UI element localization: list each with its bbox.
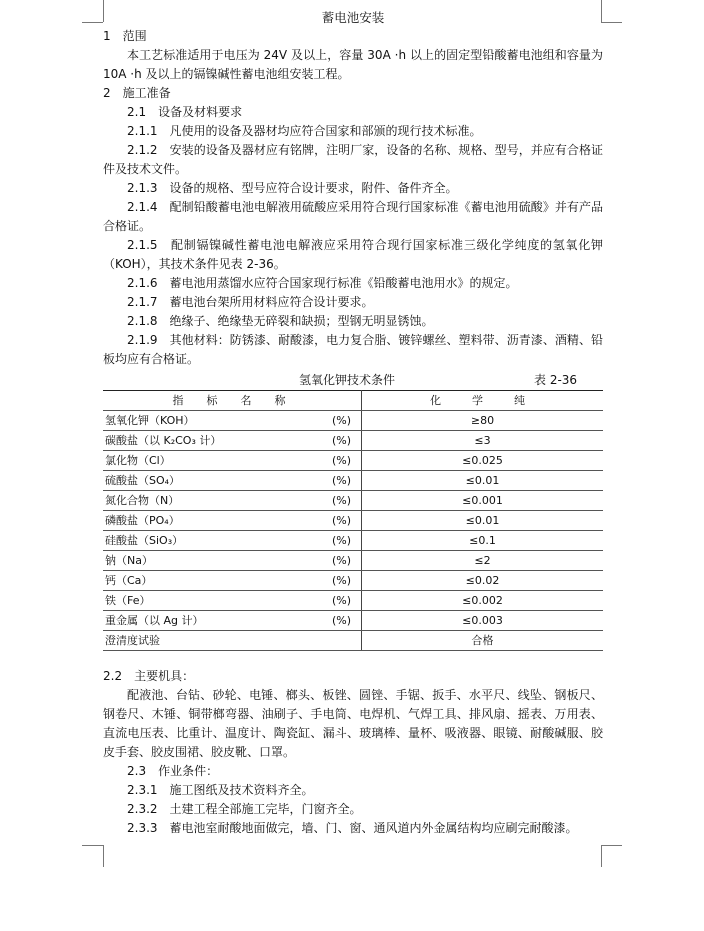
table-row <box>103 611 603 631</box>
paragraph: 2.1.5 配制镉镍碱性蓄电池电解液应采用符合现行国家标准三级化学纯度的氢氧化钾（KOH），其技术条件见表 2-36。 <box>103 238 603 271</box>
paragraph: 2.1.4 配制铅酸蓄电池电解液用硫酸应采用符合现行国家标准《蓄电池用硫酸》并有产品合格证。 <box>103 200 603 233</box>
unit-cell: (%) <box>319 491 362 511</box>
paragraph: 1 范围 <box>103 29 147 43</box>
table-caption <box>103 371 603 390</box>
table-row <box>103 471 603 491</box>
indicator-name-cell: 重金属（以 Ag 计） <box>103 611 319 631</box>
value-cell: ≤0.025 <box>362 451 604 471</box>
value-cell: ≤0.02 <box>362 571 604 591</box>
paragraph: 2.1.2 安装的设备及器材应有铭牌，注明厂家，设备的名称、规格、型号，并应有合格证件及技术文件。 <box>103 143 603 176</box>
indicator-name-cell: 碳酸盐（以 K₂CO₃ 计） <box>103 431 319 451</box>
paragraph: 2.2 主要机具： <box>103 669 195 683</box>
paragraph: 2.1.6 蓄电池用蒸馏水应符合国家现行标准《铅酸蓄电池用水》的规定。 <box>127 276 518 290</box>
paragraph: 2.1.7 蓄电池台架所用材料应符合设计要求。 <box>127 295 374 309</box>
paragraph: 2.3.3 蓄电池室耐酸地面做完，墙、门、窗、通风道内外金属结构均应刷完耐酸漆。 <box>127 821 578 835</box>
indicator-name-cell: 氯化物（Cl） <box>103 451 319 471</box>
table-row <box>103 491 603 511</box>
indicator-name-cell: 铁（Fe） <box>103 591 319 611</box>
crop-mark-bottom-right-v <box>601 845 602 867</box>
paragraph: 2.1.8 绝缘子、绝缘垫无碎裂和缺损；型钢无明显锈蚀。 <box>127 314 434 328</box>
value-cell: ≤3 <box>362 431 604 451</box>
indicator-name-cell: 钠（Na） <box>103 551 319 571</box>
crop-mark-top-left-h <box>82 22 103 23</box>
unit-cell: (%) <box>319 611 362 631</box>
value-cell: ≤0.003 <box>362 611 604 631</box>
table-row <box>103 571 603 591</box>
paragraph: 2.3 作业条件： <box>127 764 219 778</box>
paragraph: 2.1.9 其他材料：防锈漆、耐酸漆，电力复合脂、镀锌螺丝、塑料带、沥青漆、酒精、铅板均应有合格证。 <box>103 333 603 366</box>
document-page <box>103 8 603 838</box>
table-row <box>103 551 603 571</box>
indicator-name-cell: 氮化合物（N） <box>103 491 319 511</box>
unit-cell: (%) <box>319 511 362 531</box>
document-title: 蓄电池安装 <box>321 10 385 25</box>
crop-mark-top-right-h <box>601 22 622 23</box>
value-cell: ≤2 <box>362 551 604 571</box>
unit-cell: (%) <box>319 431 362 451</box>
paragraph: 配液池、台钻、砂轮、电锤、榔头、板锉、圆锉、手锯、扳手、水平尺、线坠、钢板尺、钢卷尺、木锤、铜带榔弯器、油刷子、手电筒、电焊机、气焊工具、排风扇、摇表、万用表、直流电压表、比重计、温度计、陶瓷缸、漏斗、玻璃棒、量杯、吸液器、眼镜、耐酸碱服、胶皮手套、胶皮围裙、胶皮靴、口罩。 <box>103 688 603 759</box>
section-tools-and-conditions <box>103 667 603 838</box>
table-header-grade: 化 学 纯 <box>362 391 604 411</box>
paragraph: 2 施工准备 <box>103 86 171 100</box>
crop-mark-bottom-left-h <box>82 845 103 846</box>
table-row <box>103 531 603 551</box>
value-cell: ≤0.002 <box>362 591 604 611</box>
unit-cell <box>319 631 362 651</box>
unit-cell: (%) <box>319 531 362 551</box>
section-scope-and-preparation <box>103 27 603 369</box>
value-cell: ≤0.1 <box>362 531 604 551</box>
indicator-name-cell: 氢氧化钾（KOH） <box>103 411 319 431</box>
value-cell: ≤0.01 <box>362 471 604 491</box>
table-body <box>103 411 603 651</box>
paragraph: 2.3.1 施工图纸及技术资料齐全。 <box>127 783 314 797</box>
unit-cell: (%) <box>319 471 362 491</box>
paragraph: 2.1 设备及材料要求 <box>127 105 243 119</box>
indicator-name-cell: 硫酸盐（SO₄） <box>103 471 319 491</box>
koh-specs-table <box>103 390 603 651</box>
table-caption-title: 氢氧化钾技术条件 <box>299 373 396 387</box>
value-cell: ≤0.01 <box>362 511 604 531</box>
paragraph: 本工艺标准适用于电压为 24V 及以上，容量 30A ·h 以上的固定型铅酸蓄电池组和容量为 10A ·h 及以上的镉镍碱性蓄电池组安装工程。 <box>103 48 603 81</box>
indicator-name-cell: 澄清度试验 <box>103 631 319 651</box>
value-cell: ≤0.001 <box>362 491 604 511</box>
indicator-name-cell: 钙（Ca） <box>103 571 319 591</box>
table-row <box>103 411 603 431</box>
table-row <box>103 631 603 651</box>
indicator-name-cell: 硅酸盐（SiO₃） <box>103 531 319 551</box>
table-caption-number: 表 2-36 <box>534 373 578 387</box>
table-header-indicator: 指 标 名 称 <box>103 391 362 411</box>
table-header-row <box>103 391 603 411</box>
crop-mark-bottom-left-v <box>103 845 104 867</box>
unit-cell: (%) <box>319 451 362 471</box>
value-cell: 合格 <box>362 631 604 651</box>
unit-cell: (%) <box>319 411 362 431</box>
paragraph: 2.1.1 凡使用的设备及器材均应符合国家和部颁的现行技术标准。 <box>127 124 482 138</box>
table-row <box>103 431 603 451</box>
indicator-name-cell: 磷酸盐（PO₄） <box>103 511 319 531</box>
table-row <box>103 451 603 471</box>
crop-mark-bottom-right-h <box>601 845 622 846</box>
table-row <box>103 511 603 531</box>
unit-cell: (%) <box>319 591 362 611</box>
paragraph: 2.1.3 设备的规格、型号应符合设计要求，附件、备件齐全。 <box>127 181 458 195</box>
unit-cell: (%) <box>319 551 362 571</box>
table-row <box>103 591 603 611</box>
value-cell: ≥80 <box>362 411 604 431</box>
unit-cell: (%) <box>319 571 362 591</box>
paragraph: 2.3.2 土建工程全部施工完毕，门窗齐全。 <box>127 802 362 816</box>
